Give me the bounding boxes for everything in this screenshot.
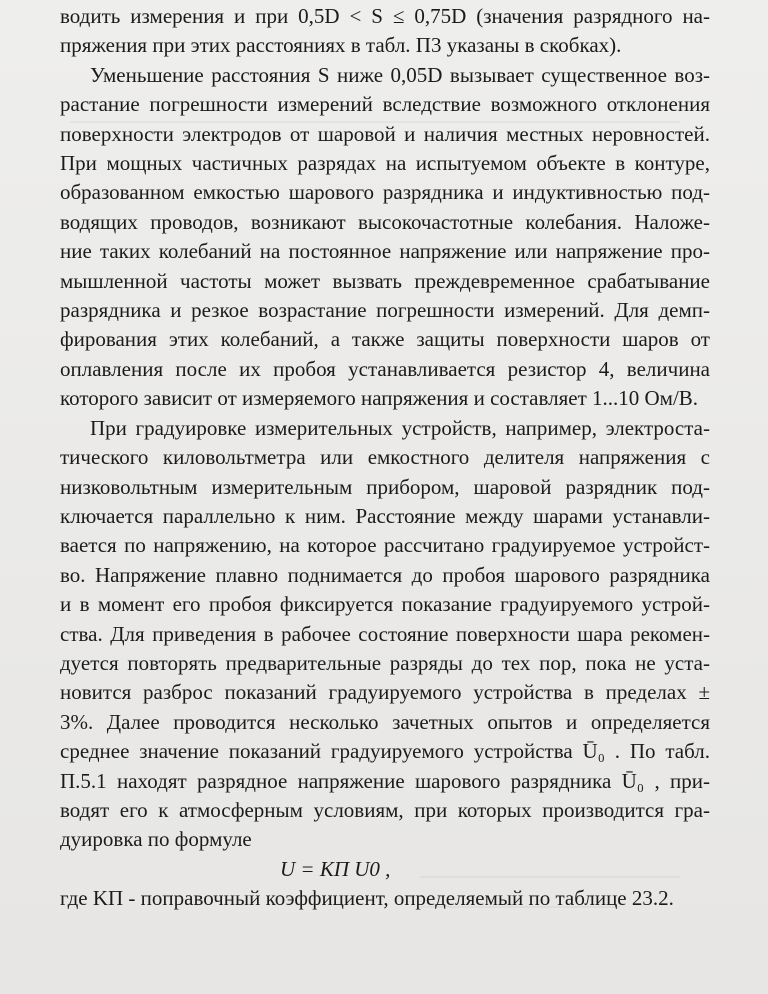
- text-line: ключается параллельно к ним. Расстояние между шарами устанавли-: [60, 503, 710, 528]
- text-line: фирования этих колебаний, а также защиты поверхности шаров от: [60, 327, 710, 352]
- text-line: дуется повторять предварительные разряды до тех пор, пока не уста-: [60, 650, 710, 675]
- text-line: П.5.1 находят разрядное напряжение шарового разрядника Ū₀ , при-: [60, 768, 710, 793]
- text-line: которого зависит от измеряемого напряжения и составляет 1...10 Ом/В.: [60, 386, 699, 411]
- text-line: пряжения при этих расстояниях в табл. П3 указаны в скобках).: [60, 33, 622, 58]
- text-line: 3%. Далее проводится несколько зачетных опытов и определяется: [60, 709, 710, 734]
- paragraph: [60, 414, 710, 855]
- text-line: поверхности электродов от шаровой и наличия местных неровностей.: [60, 121, 710, 146]
- text-line: ние таких колебаний на постоянное напряжение или напряжение про-: [60, 239, 710, 264]
- text-line: вается по напряжению, на которое рассчитано градуируемое устройст-: [60, 533, 710, 558]
- text-line: и в момент его пробоя фиксируется показание градуируемого устрой-: [60, 592, 710, 617]
- closing-line: где KП - поправочный коэффициент, определяемый по таблице 23.2.: [60, 886, 674, 911]
- paragraph: [60, 2, 710, 61]
- text-line: растание погрешности измерений вследствие возможного отклонения: [60, 92, 710, 117]
- text-line: водят его к атмосферным условиям, при которых производится гра-: [60, 797, 710, 822]
- paragraph-list: [60, 2, 710, 855]
- text-line: дуировка по формуле: [60, 827, 252, 852]
- text-line: ства. Для приведения в рабочее состояние поверхности шара рекомен-: [60, 621, 710, 646]
- text-line: Уменьшение расстояния S ниже 0,05D вызывает существенное воз-: [90, 62, 710, 87]
- text-line: разрядника и резкое возрастание погрешности измерений. Для демп-: [60, 298, 710, 323]
- text-line: мышленной частоты может вызвать преждевременное срабатывание: [60, 268, 710, 293]
- text-line: среднее значение показаний градуируемого устройства Ū₀ . По табл.: [60, 739, 710, 764]
- text-line: новится разброс показаний градуируемого устройства в пределах ±: [60, 680, 710, 705]
- text-line: При мощных частичных разрядах на испытуемом объекте в контуре,: [60, 151, 710, 176]
- text-line: водящих проводов, возникают высокочастотные колебания. Наложе-: [60, 209, 710, 234]
- formula: U = KП U0 ,: [280, 856, 391, 881]
- text-line: водить измерения и при 0,5D < S ≤ 0,75D (значения разрядного на-: [60, 4, 710, 28]
- document-body: [60, 2, 710, 914]
- text-line: оплавления после их пробоя устанавливается резистор 4, величина: [60, 356, 710, 381]
- text-line: образованном емкостью шарового разрядника и индуктивностью под-: [60, 180, 710, 205]
- paragraph: [60, 61, 710, 414]
- text-line: низковольтным измерительным прибором, шаровой разрядник под-: [60, 474, 710, 499]
- text-line: тического киловольтметра или емкостного делителя напряжения с: [60, 445, 710, 470]
- text-line: При градуировке измерительных устройств, например, электроста-: [90, 415, 710, 440]
- text-line: во. Напряжение плавно поднимается до пробоя шарового разрядника: [60, 562, 710, 587]
